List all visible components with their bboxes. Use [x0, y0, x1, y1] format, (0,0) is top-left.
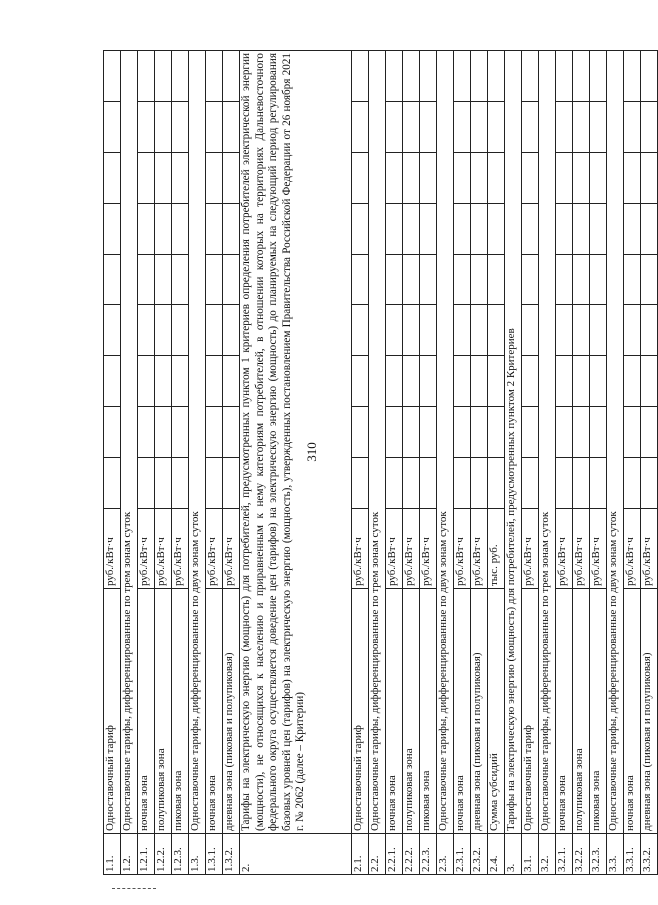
value-cell	[403, 254, 420, 305]
row-unit: руб./кВт·ч	[138, 509, 155, 589]
value-cell	[471, 305, 488, 356]
row-name: ночная зона	[624, 589, 641, 834]
value-cell	[352, 305, 369, 356]
value-cell	[522, 102, 539, 153]
row-number: 2.2.1.	[386, 834, 403, 875]
value-cell	[172, 203, 189, 254]
value-cell	[420, 305, 437, 356]
value-cell	[590, 254, 607, 305]
table-row	[138, 51, 155, 875]
value-cell	[641, 203, 658, 254]
value-cell	[104, 102, 121, 153]
value-cell	[488, 51, 505, 102]
row-number: 1.3.1.	[206, 834, 223, 875]
value-cell	[522, 152, 539, 203]
value-cell	[454, 458, 471, 509]
table-row	[386, 51, 403, 875]
value-cell	[206, 254, 223, 305]
row-number: 2.2.2.	[403, 834, 420, 875]
value-cell	[403, 407, 420, 458]
table-row	[641, 51, 658, 875]
row-number: 2.2.	[369, 834, 386, 875]
value-cell	[556, 51, 573, 102]
value-cell	[590, 51, 607, 102]
value-cell	[454, 102, 471, 153]
value-cell	[471, 458, 488, 509]
row-unit: руб./кВт·ч	[386, 509, 403, 589]
table-row	[624, 51, 641, 875]
row-unit: руб./кВт·ч	[454, 509, 471, 589]
value-cell	[403, 458, 420, 509]
value-cell	[522, 407, 539, 458]
section-description: Тарифы на электрическую энергию (мощность) для потребителей, предусмотренных пунктом 1 критериев определения потребителей электрической энергии (мощности), не относящихся к населению и приравненным к нему категориям потребителей, в отношении которых на территориях Дальневосточного федерального округа осуществляется доведение цен (тарифов) на электрическую энергию (мощность) до планируемых на следующий период регулирования базовых уровней цен (тарифов) на электрическую энергию (мощность), утвержденных постановлением Правительства Российской Федерации от 26 ноября 2021 г. № 2062 (далее – Критерии)	[240, 51, 352, 834]
value-cell	[454, 51, 471, 102]
value-cell	[223, 254, 240, 305]
value-cell	[155, 102, 172, 153]
value-cell	[104, 51, 121, 102]
row-unit: руб./кВт·ч	[172, 509, 189, 589]
value-cell	[573, 254, 590, 305]
section-heading: Одноставочные тарифы, дифференцированные по трем зонам суток	[121, 51, 138, 834]
tariff-table	[103, 50, 658, 875]
tariff-table-body	[104, 51, 658, 875]
value-cell	[155, 458, 172, 509]
value-cell	[573, 458, 590, 509]
value-cell	[556, 458, 573, 509]
value-cell	[641, 152, 658, 203]
value-cell	[471, 407, 488, 458]
value-cell	[522, 203, 539, 254]
row-number: 3.1.	[522, 834, 539, 875]
value-cell	[590, 356, 607, 407]
value-cell	[641, 51, 658, 102]
value-cell	[403, 152, 420, 203]
value-cell	[223, 152, 240, 203]
value-cell	[155, 305, 172, 356]
value-cell	[352, 203, 369, 254]
table-row	[454, 51, 471, 875]
value-cell	[386, 102, 403, 153]
value-cell	[138, 458, 155, 509]
section-heading: Одноставочные тарифы, дифференцированные по двум зонам суток	[189, 51, 206, 834]
value-cell	[138, 203, 155, 254]
value-cell	[420, 356, 437, 407]
value-cell	[471, 51, 488, 102]
row-unit: руб./кВт·ч	[590, 509, 607, 589]
row-name: Одноставочный тариф	[104, 589, 121, 834]
value-cell	[624, 102, 641, 153]
value-cell	[352, 102, 369, 153]
value-cell	[138, 51, 155, 102]
value-cell	[590, 458, 607, 509]
row-number: 3.2.2.	[573, 834, 590, 875]
value-cell	[420, 407, 437, 458]
value-cell	[104, 356, 121, 407]
value-cell	[206, 203, 223, 254]
row-unit: руб./кВт·ч	[403, 509, 420, 589]
value-cell	[138, 356, 155, 407]
value-cell	[155, 203, 172, 254]
value-cell	[403, 305, 420, 356]
value-cell	[138, 152, 155, 203]
value-cell	[556, 254, 573, 305]
value-cell	[172, 305, 189, 356]
table-row	[240, 51, 352, 875]
value-cell	[403, 356, 420, 407]
value-cell	[624, 458, 641, 509]
row-name: полупиковая зона	[155, 589, 172, 834]
row-name: Сумма субсидий	[488, 589, 505, 834]
table-row	[505, 51, 522, 875]
row-number: 2.4.	[488, 834, 505, 875]
value-cell	[172, 152, 189, 203]
value-cell	[206, 458, 223, 509]
value-cell	[386, 407, 403, 458]
value-cell	[352, 407, 369, 458]
row-number: 1.1.	[104, 834, 121, 875]
value-cell	[590, 152, 607, 203]
value-cell	[471, 203, 488, 254]
value-cell	[624, 305, 641, 356]
row-number: 1.3.2.	[223, 834, 240, 875]
row-unit: руб./кВт·ч	[104, 509, 121, 589]
row-unit: руб./кВт·ч	[573, 509, 590, 589]
value-cell	[386, 458, 403, 509]
row-number: 2.3.1.	[454, 834, 471, 875]
row-number: 2.3.2.	[471, 834, 488, 875]
table-row	[352, 51, 369, 875]
value-cell	[403, 102, 420, 153]
value-cell	[641, 407, 658, 458]
value-cell	[488, 407, 505, 458]
value-cell	[155, 51, 172, 102]
value-cell	[352, 152, 369, 203]
value-cell	[590, 102, 607, 153]
value-cell	[138, 254, 155, 305]
value-cell	[454, 152, 471, 203]
table-row	[590, 51, 607, 875]
row-number: 3.3.1.	[624, 834, 641, 875]
row-name: дневная зона (пиковая и полупиковая)	[223, 589, 240, 834]
rotated-page-content	[103, 50, 653, 875]
table-row	[573, 51, 590, 875]
value-cell	[206, 51, 223, 102]
value-cell	[471, 102, 488, 153]
value-cell	[522, 51, 539, 102]
table-row	[607, 51, 624, 875]
value-cell	[223, 102, 240, 153]
value-cell	[206, 152, 223, 203]
table-row	[104, 51, 121, 875]
value-cell	[386, 152, 403, 203]
row-name: пиковая зона	[420, 589, 437, 834]
value-cell	[386, 51, 403, 102]
value-cell	[104, 305, 121, 356]
value-cell	[172, 407, 189, 458]
row-number: 3.2.	[539, 834, 556, 875]
row-unit: руб./кВт·ч	[522, 509, 539, 589]
value-cell	[522, 356, 539, 407]
value-cell	[573, 407, 590, 458]
value-cell	[420, 203, 437, 254]
value-cell	[420, 102, 437, 153]
section-heading: Одноставочные тарифы, дифференцированные по трем зонам суток	[539, 51, 556, 834]
row-number: 3.2.1.	[556, 834, 573, 875]
value-cell	[352, 254, 369, 305]
table-row	[369, 51, 386, 875]
table-row	[437, 51, 454, 875]
value-cell	[172, 458, 189, 509]
value-cell	[488, 203, 505, 254]
value-cell	[471, 254, 488, 305]
row-number: 3.3.2.	[641, 834, 658, 875]
value-cell	[420, 254, 437, 305]
row-name: пиковая зона	[590, 589, 607, 834]
row-number: 1.2.2.	[155, 834, 172, 875]
row-unit: руб./кВт·ч	[624, 509, 641, 589]
value-cell	[386, 356, 403, 407]
value-cell	[223, 51, 240, 102]
value-cell	[454, 407, 471, 458]
value-cell	[420, 458, 437, 509]
row-name: дневная зона (пиковая и полупиковая)	[641, 589, 658, 834]
value-cell	[155, 356, 172, 407]
row-unit: руб./кВт·ч	[471, 509, 488, 589]
value-cell	[138, 407, 155, 458]
table-row	[471, 51, 488, 875]
row-number: 2.	[240, 834, 352, 875]
row-number: 1.2.3.	[172, 834, 189, 875]
value-cell	[641, 356, 658, 407]
value-cell	[624, 51, 641, 102]
value-cell	[488, 356, 505, 407]
value-cell	[172, 254, 189, 305]
value-cell	[454, 203, 471, 254]
table-row	[488, 51, 505, 875]
table-row	[121, 51, 138, 875]
value-cell	[522, 254, 539, 305]
value-cell	[104, 203, 121, 254]
table-row	[155, 51, 172, 875]
row-number: 3.3.	[607, 834, 624, 875]
value-cell	[386, 305, 403, 356]
row-unit: руб./кВт·ч	[641, 509, 658, 589]
value-cell	[488, 305, 505, 356]
row-name: ночная зона	[206, 589, 223, 834]
value-cell	[641, 102, 658, 153]
value-cell	[556, 102, 573, 153]
value-cell	[624, 152, 641, 203]
row-number: 3.	[505, 834, 522, 875]
value-cell	[155, 152, 172, 203]
value-cell	[172, 102, 189, 153]
value-cell	[624, 356, 641, 407]
value-cell	[206, 356, 223, 407]
value-cell	[420, 152, 437, 203]
value-cell	[223, 458, 240, 509]
value-cell	[488, 152, 505, 203]
value-cell	[471, 152, 488, 203]
value-cell	[352, 51, 369, 102]
value-cell	[223, 356, 240, 407]
row-number: 2.3.	[437, 834, 454, 875]
value-cell	[573, 51, 590, 102]
value-cell	[573, 356, 590, 407]
value-cell	[556, 305, 573, 356]
value-cell	[104, 254, 121, 305]
value-cell	[573, 102, 590, 153]
value-cell	[104, 407, 121, 458]
table-row	[539, 51, 556, 875]
row-unit: руб./кВт·ч	[352, 509, 369, 589]
table-row	[206, 51, 223, 875]
table-row	[223, 51, 240, 875]
section-heading: Одноставочные тарифы, дифференцированные по двум зонам суток	[437, 51, 454, 834]
value-cell	[155, 254, 172, 305]
value-cell	[104, 152, 121, 203]
table-row	[522, 51, 539, 875]
value-cell	[206, 407, 223, 458]
value-cell	[104, 458, 121, 509]
row-name: ночная зона	[138, 589, 155, 834]
row-name: ночная зона	[386, 589, 403, 834]
value-cell	[223, 407, 240, 458]
table-row	[556, 51, 573, 875]
value-cell	[556, 356, 573, 407]
row-unit: руб./кВт·ч	[556, 509, 573, 589]
value-cell	[522, 458, 539, 509]
value-cell	[223, 203, 240, 254]
value-cell	[454, 254, 471, 305]
section-heading: Тарифы на электрическую энергию (мощность) для потребителей, предусмотренных пунктом 2 Критериев	[505, 51, 522, 834]
row-unit: тыс. руб.	[488, 509, 505, 589]
value-cell	[590, 407, 607, 458]
value-cell	[454, 356, 471, 407]
value-cell	[573, 203, 590, 254]
value-cell	[488, 458, 505, 509]
value-cell	[573, 152, 590, 203]
row-number: 1.2.1.	[138, 834, 155, 875]
row-number: 2.1.	[352, 834, 369, 875]
row-name: полупиковая зона	[573, 589, 590, 834]
section-heading: Одноставочные тарифы, дифференцированные по двум зонам суток	[607, 51, 624, 834]
page-number: 310	[304, 442, 319, 462]
value-cell	[138, 305, 155, 356]
value-cell	[624, 254, 641, 305]
row-name: ночная зона	[454, 589, 471, 834]
value-cell	[352, 458, 369, 509]
value-cell	[138, 102, 155, 153]
value-cell	[488, 102, 505, 153]
row-unit: руб./кВт·ч	[420, 509, 437, 589]
value-cell	[471, 356, 488, 407]
row-name: дневная зона (пиковая и полупиковая)	[471, 589, 488, 834]
row-name: Одноставочный тариф	[522, 589, 539, 834]
value-cell	[522, 305, 539, 356]
value-cell	[420, 51, 437, 102]
row-name: ночная зона	[556, 589, 573, 834]
value-cell	[590, 203, 607, 254]
row-unit: руб./кВт·ч	[223, 509, 240, 589]
table-row	[403, 51, 420, 875]
value-cell	[624, 203, 641, 254]
value-cell	[386, 254, 403, 305]
row-unit: руб./кВт·ч	[206, 509, 223, 589]
value-cell	[403, 51, 420, 102]
value-cell	[556, 152, 573, 203]
value-cell	[590, 305, 607, 356]
row-name: полупиковая зона	[403, 589, 420, 834]
row-unit: руб./кВт·ч	[155, 509, 172, 589]
value-cell	[206, 102, 223, 153]
table-row	[172, 51, 189, 875]
value-cell	[641, 305, 658, 356]
value-cell	[206, 305, 223, 356]
value-cell	[556, 203, 573, 254]
value-cell	[488, 254, 505, 305]
table-row	[420, 51, 437, 875]
row-number: 1.2.	[121, 834, 138, 875]
table-row	[189, 51, 206, 875]
value-cell	[155, 407, 172, 458]
value-cell	[641, 254, 658, 305]
row-number: 2.2.3.	[420, 834, 437, 875]
footer-mark	[112, 888, 156, 890]
value-cell	[172, 356, 189, 407]
value-cell	[641, 458, 658, 509]
value-cell	[172, 51, 189, 102]
section-heading: Одноставочные тарифы, дифференцированные по трем зонам суток	[369, 51, 386, 834]
value-cell	[223, 305, 240, 356]
row-number: 3.2.3.	[590, 834, 607, 875]
value-cell	[624, 407, 641, 458]
value-cell	[573, 305, 590, 356]
value-cell	[454, 305, 471, 356]
value-cell	[386, 203, 403, 254]
row-name: пиковая зона	[172, 589, 189, 834]
value-cell	[352, 356, 369, 407]
value-cell	[403, 203, 420, 254]
value-cell	[556, 407, 573, 458]
row-number: 1.3.	[189, 834, 206, 875]
row-name: Одноставочный тариф	[352, 589, 369, 834]
